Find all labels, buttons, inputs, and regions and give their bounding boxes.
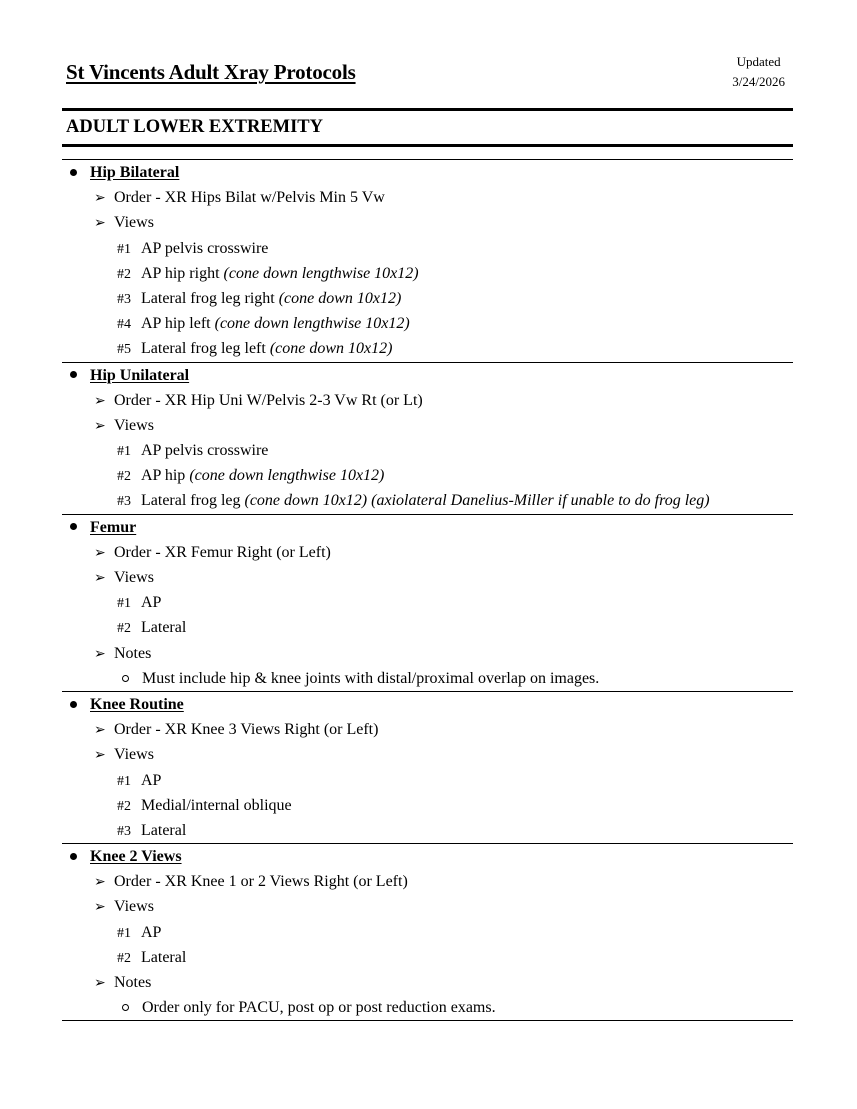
view-text: Medial/internal oblique <box>141 796 292 814</box>
view-text: AP hip right <box>141 264 224 282</box>
section-title: ADULT LOWER EXTREMITY <box>66 117 324 137</box>
view-item <box>62 590 793 615</box>
arrow-icon: ➢ <box>94 723 106 739</box>
circle-bullet-icon <box>122 675 129 682</box>
view-text: Lateral <box>141 619 187 637</box>
arrow-icon: ➢ <box>94 191 106 207</box>
protocol-block <box>62 160 793 363</box>
order-line-text: Order - XR Knee 1 or 2 Views Right (or Left) <box>114 873 408 891</box>
updated-info <box>732 52 785 92</box>
view-number: #2 <box>117 950 131 966</box>
views-heading <box>62 894 793 919</box>
view-note: (cone down lengthwise 10x12) <box>189 467 385 485</box>
view-text: AP pelvis crosswire <box>141 239 269 257</box>
view-number: #1 <box>117 925 131 941</box>
view-item <box>62 488 793 513</box>
protocol-heading <box>62 160 793 185</box>
view-note: (cone down 10x12) (axiolateral Danelius-Miller if unable to do frog leg) <box>244 492 710 510</box>
order-line <box>62 717 793 742</box>
notes-heading-text: Notes <box>114 974 152 991</box>
protocol-name: Knee Routine <box>90 695 184 713</box>
views-heading <box>62 413 793 438</box>
order-line-text: Order - XR Hips Bilat w/Pelvis Min 5 Vw <box>114 189 385 207</box>
document-page <box>62 0 793 1021</box>
view-text: Lateral <box>141 948 187 966</box>
arrow-icon: ➢ <box>94 545 106 561</box>
views-heading-text: Views <box>114 416 154 434</box>
view-text: Lateral frog leg <box>141 492 245 510</box>
view-number: #1 <box>117 444 131 460</box>
arrow-icon: ➢ <box>94 875 106 891</box>
notes-heading <box>62 641 793 666</box>
arrow-icon: ➢ <box>94 418 106 434</box>
view-number: #1 <box>117 773 131 789</box>
view-item <box>62 236 793 261</box>
view-item <box>62 615 793 640</box>
protocol-heading <box>62 363 793 388</box>
view-number: #1 <box>117 596 131 612</box>
view-text: AP hip <box>141 467 190 485</box>
view-item <box>62 793 793 818</box>
note-item <box>62 666 793 691</box>
protocol-heading <box>62 844 793 869</box>
order-line <box>62 869 793 894</box>
protocol-heading <box>62 692 793 717</box>
protocol-name: Knee 2 Views <box>90 848 182 866</box>
order-line <box>62 388 793 413</box>
updated-date: 3/24/2026 <box>732 74 785 89</box>
document-title: St Vincents Adult Xray Protocols <box>66 60 356 84</box>
views-heading <box>62 565 793 590</box>
arrow-icon: ➢ <box>94 646 106 662</box>
view-item <box>62 920 793 945</box>
view-item <box>62 438 793 463</box>
order-line-text: Order - XR Knee 3 Views Right (or Left) <box>114 721 379 739</box>
updated-label: Updated <box>736 54 781 69</box>
view-number: #3 <box>117 494 131 510</box>
views-heading-text: Views <box>114 898 154 916</box>
note-text: Must include hip & knee joints with distal/proximal overlap on images. <box>142 669 600 687</box>
view-item <box>62 463 793 488</box>
arrow-icon: ➢ <box>94 216 106 232</box>
arrow-icon: ➢ <box>94 393 106 409</box>
bullet-icon <box>70 371 77 378</box>
view-number: #2 <box>117 798 131 814</box>
views-heading <box>62 210 793 235</box>
order-line <box>62 185 793 210</box>
view-number: #4 <box>117 317 131 333</box>
view-item <box>62 818 793 843</box>
view-note: (cone down 10x12) <box>269 340 393 358</box>
view-text: AP <box>141 923 162 941</box>
view-number: #3 <box>117 823 131 839</box>
view-number: #5 <box>117 342 131 358</box>
arrow-icon: ➢ <box>94 900 106 916</box>
arrow-icon: ➢ <box>94 748 106 764</box>
protocol-list <box>62 160 793 1021</box>
view-note: (cone down 10x12) <box>278 289 402 307</box>
protocol-block <box>62 844 793 1021</box>
protocol-name: Femur <box>90 518 137 536</box>
view-item <box>62 286 793 311</box>
view-number: #2 <box>117 469 131 485</box>
protocol-heading <box>62 515 793 540</box>
view-item <box>62 311 793 336</box>
notes-heading <box>62 970 793 995</box>
protocol-name: Hip Unilateral <box>90 366 190 384</box>
protocol-block <box>62 692 793 844</box>
views-heading <box>62 742 793 767</box>
protocol-block <box>62 363 793 515</box>
protocol-name: Hip Bilateral <box>90 164 180 181</box>
views-heading-text: Views <box>114 214 154 232</box>
views-heading-text: Views <box>114 746 154 764</box>
bullet-icon <box>70 523 77 530</box>
note-item <box>62 995 793 1020</box>
view-note: (cone down lengthwise 10x12) <box>223 264 419 282</box>
view-item <box>62 768 793 793</box>
view-text: Lateral frog leg right <box>141 289 279 307</box>
document-header <box>62 0 793 108</box>
order-line-text: Order - XR Hip Uni W/Pelvis 2-3 Vw Rt (or Lt) <box>114 391 423 409</box>
view-item <box>62 336 793 361</box>
view-item <box>62 945 793 970</box>
view-number: #2 <box>117 621 131 637</box>
view-note: (cone down lengthwise 10x12) <box>214 315 410 333</box>
arrow-icon: ➢ <box>94 571 106 586</box>
bullet-icon <box>70 701 77 708</box>
notes-heading-text: Notes <box>114 644 152 662</box>
view-text: AP <box>141 771 162 789</box>
views-heading-text: Views <box>114 569 154 586</box>
view-number: #3 <box>117 291 131 307</box>
note-text: Order only for PACU, post op or post reduction exams. <box>142 999 496 1017</box>
view-text: AP hip left <box>141 315 215 333</box>
protocol-block <box>62 515 793 692</box>
view-text: Lateral frog leg left <box>141 340 270 358</box>
order-line <box>62 540 793 565</box>
circle-bullet-icon <box>122 1004 129 1011</box>
order-line-text: Order - XR Femur Right (or Left) <box>114 543 331 561</box>
view-text: AP <box>141 594 162 612</box>
bullet-icon <box>70 169 77 176</box>
view-text: Lateral <box>141 821 187 839</box>
view-number: #1 <box>117 241 131 257</box>
view-number: #2 <box>117 266 131 282</box>
arrow-icon: ➢ <box>94 976 106 991</box>
view-item <box>62 261 793 286</box>
bullet-icon <box>70 853 77 860</box>
view-text: AP pelvis crosswire <box>141 442 269 460</box>
